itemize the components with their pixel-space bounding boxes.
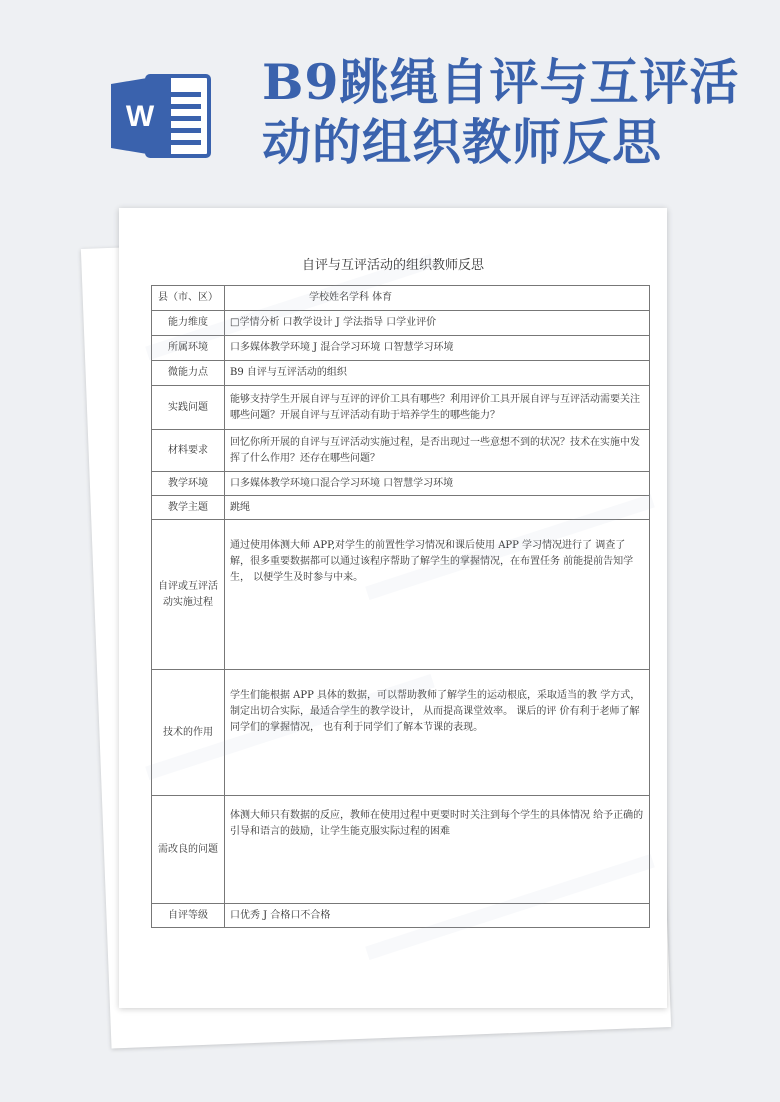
document-page <box>119 208 667 1008</box>
table-row <box>152 904 650 928</box>
table-row <box>152 670 650 796</box>
row-label: 教学环境 <box>152 472 225 496</box>
row-value: 学生们能根据 APP 具体的数据，可以帮助教师了解学生的运动根底，采取适当的教 学方式，制定出切合实际，最适合学生的教学设计， 从而提高课堂效率。 课后的评 价有利于老师了解同学们的掌握情况， 也有利于同学们了解本节课的表现。 <box>225 670 650 796</box>
row-value: 能够支持学生开展自评与互评的评价工具有哪些？利用评价工具开展自评与互评活动需要关注哪些问题？开展自评与互评活动有助于培养学生的哪些能力？ <box>225 386 650 430</box>
table-row <box>152 386 650 430</box>
row-value: B9 自评与互评活动的组织 <box>225 361 650 386</box>
row-label: 教学主题 <box>152 496 225 520</box>
table-row <box>152 361 650 386</box>
document-title: 自评与互评活动的组织教师反思 <box>301 258 484 273</box>
row-value: 体测大师只有数据的反应，教师在使用过程中更要时时关注到每个学生的具体情况 给予正确的引导和语言的鼓励，让学生能克服实际过程的困难 <box>225 796 650 904</box>
row-value: 口优秀 J 合格口不合格 <box>225 904 650 928</box>
row-value: 跳绳 <box>225 496 650 520</box>
row-label: 需改良的问题 <box>152 796 225 904</box>
row-label: 材料要求 <box>152 430 225 472</box>
row-value: 口多媒体教学环境 J 混合学习环境 口智慧学习环境 <box>225 336 650 361</box>
row-value: □学情分析 口教学设计 J 学法指导 口学业评价 <box>225 311 650 336</box>
row-value: 回忆你所开展的自评与互评活动实施过程，是否出现过一些意想不到的状况？技术在实施中发挥了什么作用？还存在哪些问题？ <box>225 430 650 472</box>
table-row <box>152 496 650 520</box>
row-label: 县（市、区） <box>152 286 225 311</box>
svg-text:W: W <box>125 100 155 133</box>
table-row <box>152 430 650 472</box>
form-table <box>151 285 650 928</box>
row-label: 自评等级 <box>152 904 225 928</box>
table-row <box>152 472 650 496</box>
table-row <box>152 336 650 361</box>
row-value: 通过使用体测大师 APP,对学生的前置性学习情况和课后使用 APP 学习情况进行了 调查了解，很多重要数据都可以通过该程序帮助了解学生的掌握情况，在布置任务 前能提前告知学生， 以便学生及时参与中来。 <box>225 520 650 670</box>
table-row <box>152 311 650 336</box>
row-value: 学校姓名学科 体育 <box>225 286 650 311</box>
row-label: 微能力点 <box>152 361 225 386</box>
word-icon <box>109 70 213 162</box>
banner-title: B9跳绳自评与互评活动的组织教师反思 <box>262 53 740 171</box>
row-label: 所属环境 <box>152 336 225 361</box>
row-label: 自评或互评活动实施过程 <box>152 520 225 670</box>
row-label: 实践问题 <box>152 386 225 430</box>
table-row <box>152 520 650 670</box>
row-label: 能力维度 <box>152 311 225 336</box>
table-row <box>152 286 650 311</box>
row-value: 口多媒体教学环境口混合学习环境 口智慧学习环境 <box>225 472 650 496</box>
table-row <box>152 796 650 904</box>
row-label: 技术的作用 <box>152 670 225 796</box>
